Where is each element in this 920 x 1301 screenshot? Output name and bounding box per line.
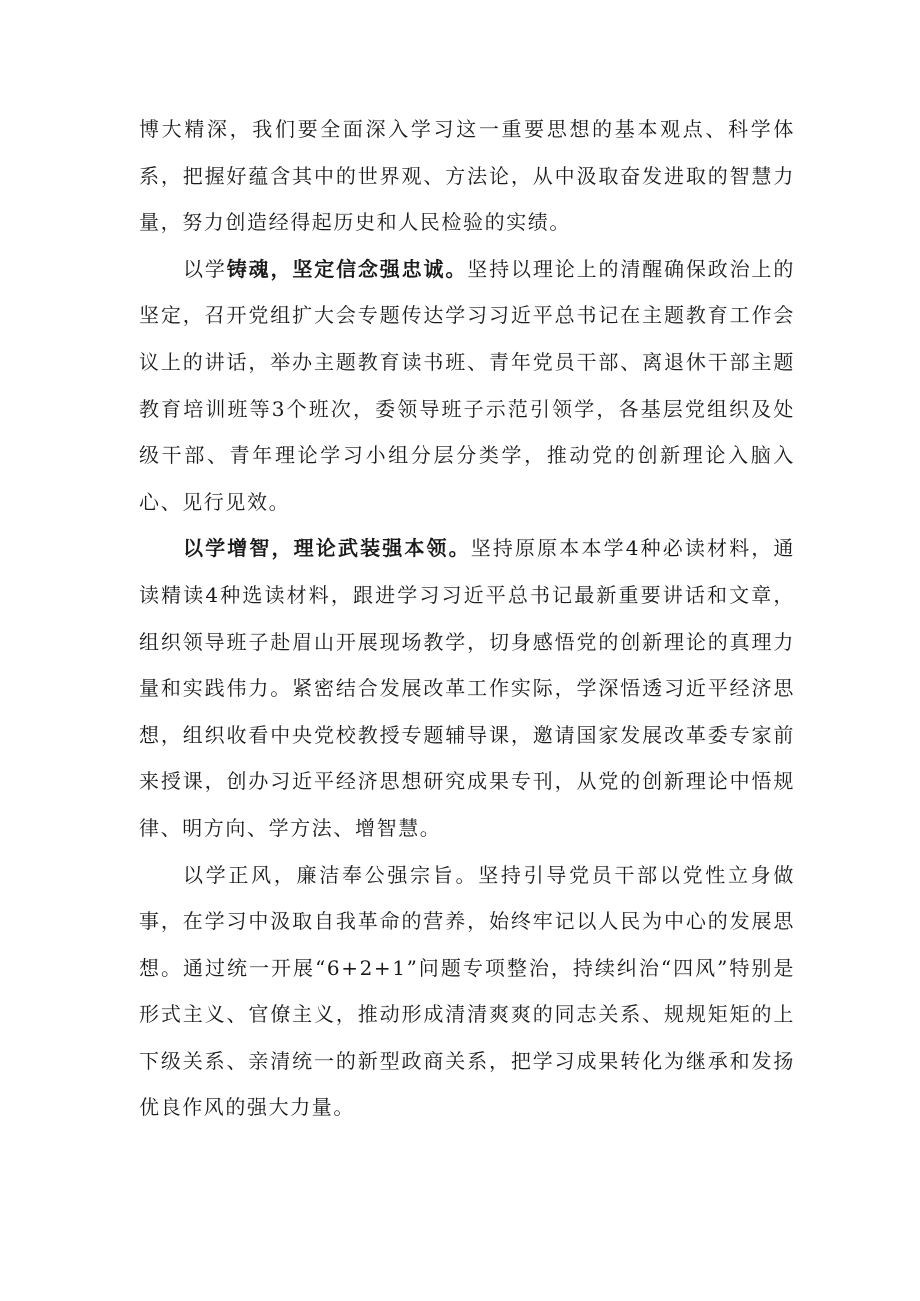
paragraph-text: 坚持以理论上的清醒确保政治上的坚定，召开党组扩大会专题传达学习习近平总书记在主题教育工作会议上的讲话，举办主题教育读书班、青年党员干部、离退休干部主题教育培训班等3个班次，委领导班子示范引领学，各基层党组织及处级干部、青年理论学习小组分层分类学，推动党的创新理论入脑入心、见行见效。 <box>139 256 795 514</box>
paragraph-lead-plain: 以学正风，廉洁奉公强宗旨。 <box>183 862 479 887</box>
document-body <box>139 106 795 1131</box>
paragraph-soul-casting <box>139 246 795 526</box>
paragraph-style <box>139 852 795 1132</box>
paragraph-lead-plain: 以学 <box>183 256 227 281</box>
paragraph-continued <box>139 106 795 246</box>
paragraph-text: 坚持原原本本学4种必读材料，通读精读4种选读材料，跟进学习习近平总书记最新重要讲话和文章，组织领导班子赴眉山开展现场教学，切身感悟党的创新理论的真理力量和实践伟力。紧密结合发展改革工作实际，学深悟透习近平经济思想，组织收看中央党校教授专题辅导课，邀请国家发展改革委专家前来授课，创办习近平经济思想研究成果专刊，从党的创新理论中悟规律、明方向、学方法、增智慧。 <box>139 536 795 840</box>
paragraph-lead-heading: 铸魂，坚定信念强忠诚。 <box>226 256 468 281</box>
paragraph-text: 博大精深，我们要全面深入学习这一重要思想的基本观点、科学体系，把握好蕴含其中的世界观、方法论，从中汲取奋发进取的智慧力量，努力创造经得起历史和人民检验的实绩。 <box>139 117 795 235</box>
paragraph-text: 坚持引导党员干部以党性立身做事，在学习中汲取自我革命的营养，始终牢记以人民为中心的发展思想。通过统一开展“6+2+1”问题专项整治，持续纠治“四风”特别是形式主义、官僚主义，推动形成清清爽爽的同志关系、规规矩矩的上下级关系、亲清统一的新型政商关系，把学习成果转化为继承和发扬优良作风的强大力量。 <box>139 862 795 1120</box>
paragraph-lead-heading: 以学增智，理论武装强本领。 <box>183 536 471 561</box>
paragraph-wisdom <box>139 525 795 851</box>
